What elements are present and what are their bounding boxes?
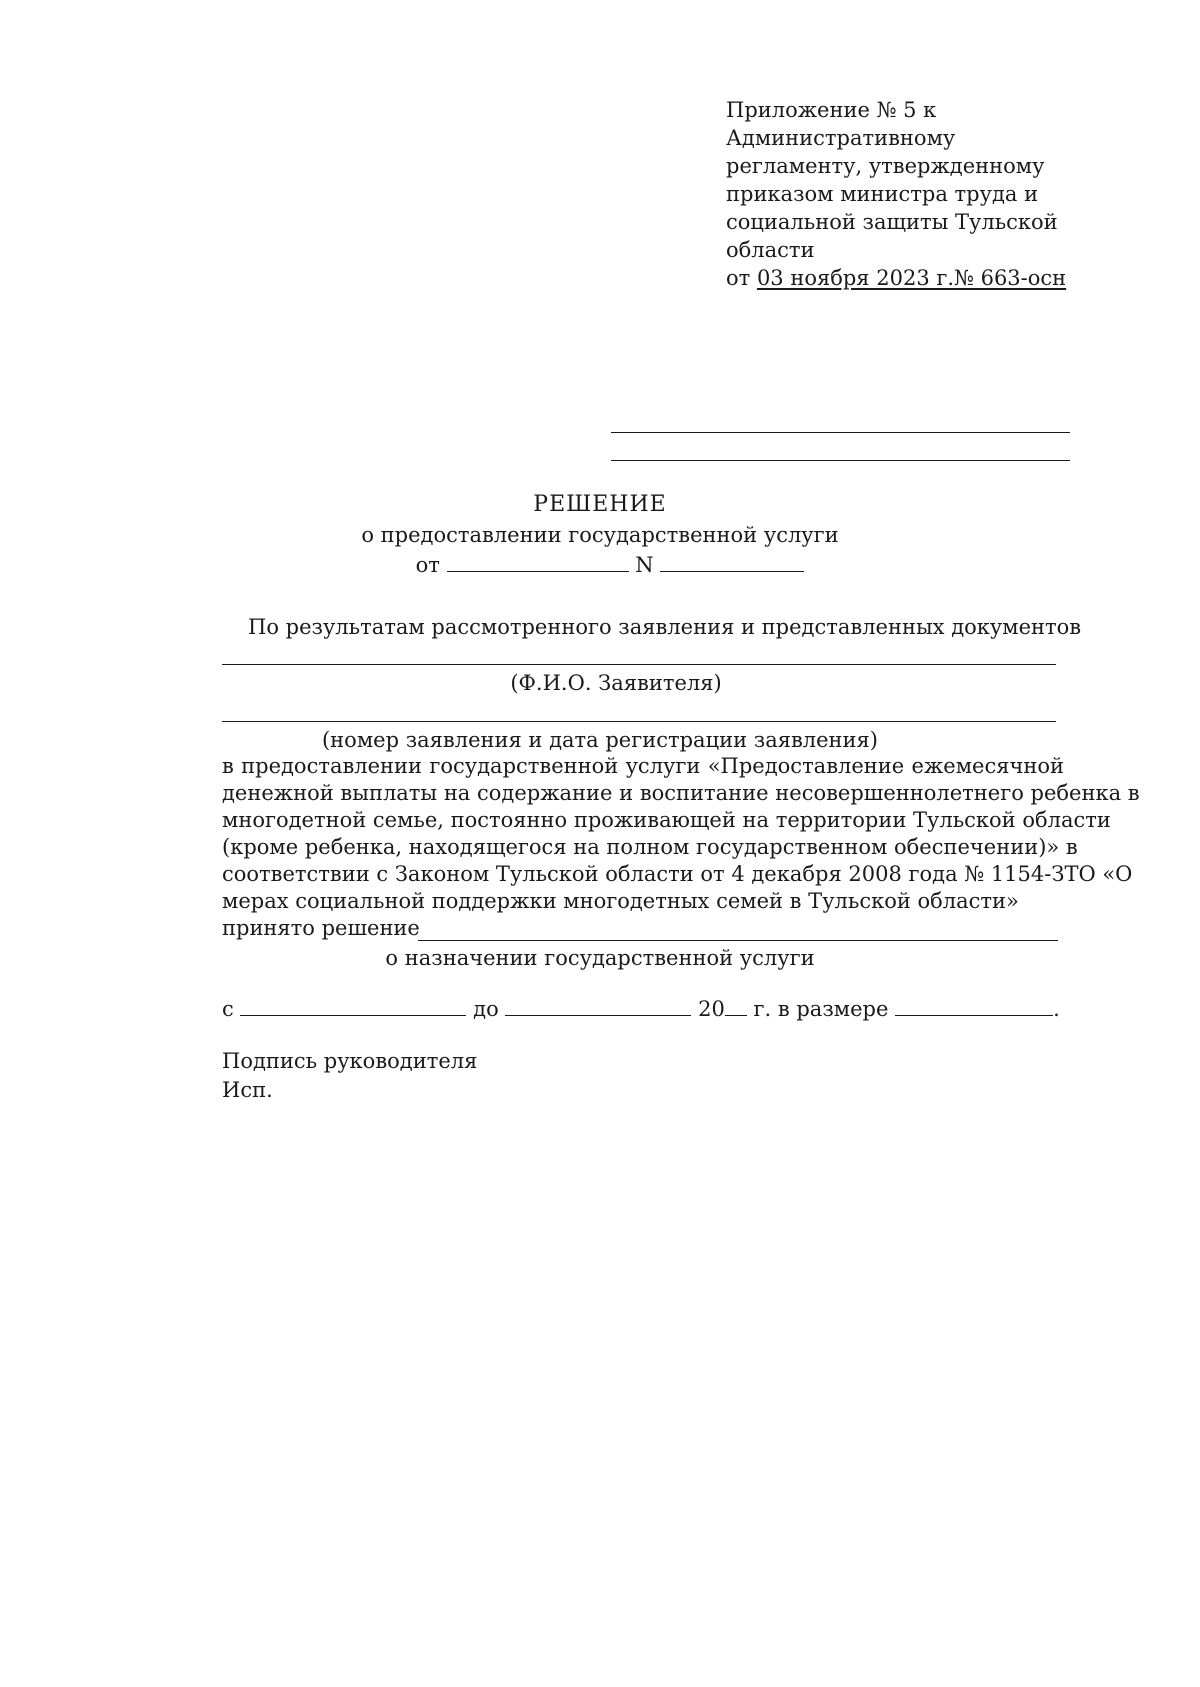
paragraph-line-1: в предоставлении государственной услуги «Предоставление ежемесячной: [222, 754, 1064, 778]
period-amount-label: г. в размере: [753, 997, 889, 1021]
application-caption: (номер заявления и дата регистрации заявления): [321, 728, 878, 752]
decision-paragraph: [222, 753, 1140, 915]
appendix-line-7: [726, 264, 1067, 292]
application-number-line: [222, 721, 1056, 722]
appendix-block: [726, 96, 1067, 292]
decision-caption: о назначении государственной услуги: [385, 946, 815, 970]
decision-heading: РЕШЕНИЕ: [533, 492, 667, 517]
period-to-blank: [505, 995, 691, 1016]
decision-label: принято решение: [222, 916, 420, 940]
decision-blank-line: [418, 940, 1058, 941]
applicant-name-line: [222, 664, 1056, 665]
decision-number-blank: [660, 551, 804, 572]
paragraph-line-2: денежной выплаты на содержание и воспитание несовершеннолетнего ребенка в: [222, 781, 1140, 805]
signature-executor: Исп.: [222, 1078, 273, 1102]
appendix-line-3: регламенту, утвержденному: [726, 154, 1045, 178]
period-row: [222, 995, 1060, 1023]
decision-date-blank: [447, 551, 629, 572]
period-year-blank: [725, 995, 747, 1016]
addressee-line-1: [611, 432, 1070, 433]
appendix-date: 03 ноября 2023 г.: [756, 266, 955, 290]
number-label: N: [635, 553, 654, 577]
period-from-label: с: [222, 997, 234, 1021]
appendix-line-5: социальной защиты Тульской: [726, 210, 1058, 234]
from-label: от: [415, 553, 440, 577]
paragraph-line-5: соответствии с Законом Тульской области от 4 декабря 2008 года № 1154-ЗТО «О: [222, 862, 1133, 886]
appendix-line-6: области: [726, 238, 815, 262]
addressee-line-2: [611, 460, 1070, 461]
period-end: .: [1053, 997, 1060, 1021]
signature-head: Подпись руководителя: [222, 1049, 478, 1073]
appendix-order-number: № 663-осн: [954, 266, 1067, 290]
appendix-date-prefix: от: [726, 266, 757, 290]
appendix-line-4: приказом министра труда и: [726, 182, 1039, 206]
applicant-caption: (Ф.И.О. Заявителя): [510, 671, 722, 695]
paragraph-line-3: многодетной семье, постоянно проживающей на территории Тульской области: [222, 808, 1111, 832]
period-from-blank: [240, 995, 466, 1016]
intro-text: По результатам рассмотренного заявления и представленных документов: [248, 615, 1082, 639]
appendix-line-2: Административному: [726, 126, 956, 150]
decision-title-block: [0, 490, 1200, 580]
decision-subtitle: о предоставлении государственной услуги: [361, 523, 839, 547]
period-to-label: до: [473, 997, 499, 1021]
period-year-prefix: 20: [698, 997, 725, 1021]
appendix-line-1: Приложение № 5 к: [726, 98, 937, 122]
paragraph-line-6: мерах социальной поддержки многодетных семей в Тульской области»: [222, 889, 1019, 913]
period-amount-blank: [895, 995, 1053, 1016]
decision-number-line: [0, 550, 1200, 580]
paragraph-line-4: (кроме ребенка, находящегося на полном государственном обеспечении)» в: [222, 835, 1078, 859]
